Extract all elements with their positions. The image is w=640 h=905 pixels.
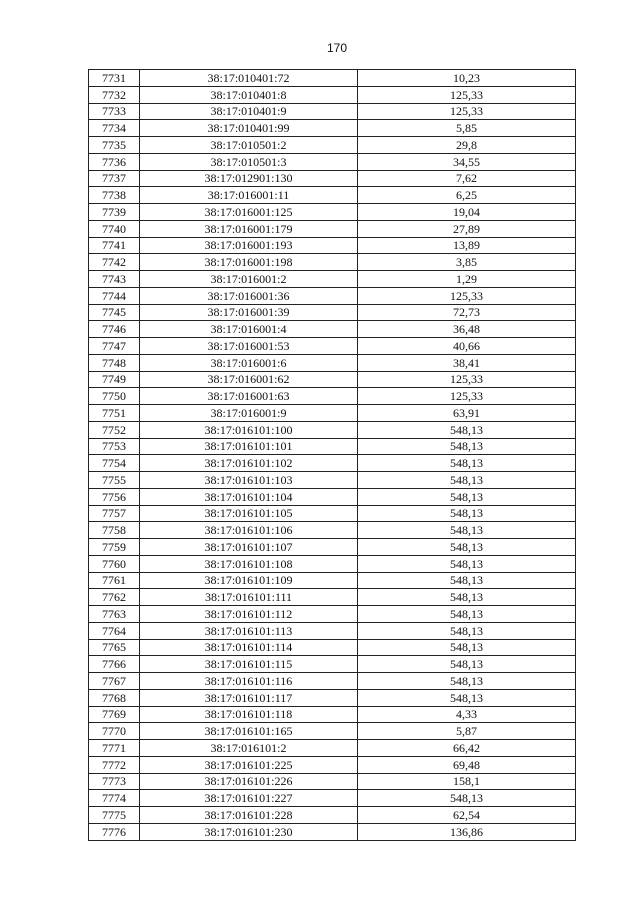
- value-cell: 548,13: [358, 488, 576, 505]
- cadastral-number-cell: 38:17:016101:111: [140, 589, 358, 606]
- row-number-cell: 7764: [89, 622, 140, 639]
- cadastral-number-cell: 38:17:012901:130: [140, 170, 358, 187]
- row-number-cell: 7757: [89, 505, 140, 522]
- table-row: [89, 204, 576, 221]
- row-number-cell: 7771: [89, 740, 140, 757]
- cadastral-number-cell: 38:17:016101:109: [140, 572, 358, 589]
- value-cell: 548,13: [358, 639, 576, 656]
- cadastral-number-cell: 38:17:016101:100: [140, 421, 358, 438]
- cadastral-number-cell: 38:17:016101:102: [140, 455, 358, 472]
- row-number-cell: 7770: [89, 723, 140, 740]
- value-cell: 7,62: [358, 170, 576, 187]
- table-row: [89, 237, 576, 254]
- value-cell: 62,54: [358, 807, 576, 824]
- row-number-cell: 7744: [89, 287, 140, 304]
- row-number-cell: 7749: [89, 371, 140, 388]
- row-number-cell: 7772: [89, 756, 140, 773]
- row-number-cell: 7753: [89, 438, 140, 455]
- cadastral-number-cell: 38:17:016001:4: [140, 321, 358, 338]
- row-number-cell: 7734: [89, 120, 140, 137]
- row-number-cell: 7766: [89, 656, 140, 673]
- value-cell: 548,13: [358, 472, 576, 489]
- row-number-cell: 7738: [89, 187, 140, 204]
- row-number-cell: 7747: [89, 338, 140, 355]
- row-number-cell: 7758: [89, 522, 140, 539]
- table-row: [89, 304, 576, 321]
- cadastral-number-cell: 38:17:016101:226: [140, 773, 358, 790]
- table-row: [89, 120, 576, 137]
- data-table: [88, 69, 576, 841]
- cadastral-number-cell: 38:17:016001:198: [140, 254, 358, 271]
- value-cell: 10,23: [358, 70, 576, 87]
- row-number-cell: 7761: [89, 572, 140, 589]
- cadastral-number-cell: 38:17:016101:108: [140, 555, 358, 572]
- value-cell: 72,73: [358, 304, 576, 321]
- table-row: [89, 539, 576, 556]
- value-cell: 548,13: [358, 622, 576, 639]
- table-row: [89, 405, 576, 422]
- cadastral-number-cell: 38:17:010401:8: [140, 86, 358, 103]
- row-number-cell: 7751: [89, 405, 140, 422]
- value-cell: 548,13: [358, 505, 576, 522]
- table-row: [89, 103, 576, 120]
- value-cell: 125,33: [358, 371, 576, 388]
- page-number: 170: [326, 41, 348, 55]
- row-number-cell: 7775: [89, 807, 140, 824]
- row-number-cell: 7739: [89, 204, 140, 221]
- row-number-cell: 7743: [89, 271, 140, 288]
- value-cell: 548,13: [358, 656, 576, 673]
- cadastral-number-cell: 38:17:016101:230: [140, 823, 358, 840]
- row-number-cell: 7737: [89, 170, 140, 187]
- value-cell: 548,13: [358, 589, 576, 606]
- row-number-cell: 7765: [89, 639, 140, 656]
- table-row: [89, 823, 576, 840]
- table-row: [89, 86, 576, 103]
- table-row: [89, 153, 576, 170]
- row-number-cell: 7762: [89, 589, 140, 606]
- table-row: [89, 790, 576, 807]
- cadastral-number-cell: 38:17:016001:125: [140, 204, 358, 221]
- value-cell: 66,42: [358, 740, 576, 757]
- cadastral-number-cell: 38:17:016101:2: [140, 740, 358, 757]
- value-cell: 548,13: [358, 689, 576, 706]
- table-row: [89, 455, 576, 472]
- value-cell: 548,13: [358, 606, 576, 623]
- row-number-cell: 7740: [89, 220, 140, 237]
- table-row: [89, 388, 576, 405]
- row-number-cell: 7752: [89, 421, 140, 438]
- row-number-cell: 7768: [89, 689, 140, 706]
- cadastral-number-cell: 38:17:016001:11: [140, 187, 358, 204]
- table-row: [89, 321, 576, 338]
- row-number-cell: 7767: [89, 673, 140, 690]
- table-row: [89, 589, 576, 606]
- cadastral-number-cell: 38:17:016101:225: [140, 756, 358, 773]
- cadastral-number-cell: 38:17:016001:9: [140, 405, 358, 422]
- value-cell: 548,13: [358, 572, 576, 589]
- cadastral-number-cell: 38:17:010501:2: [140, 137, 358, 154]
- table-row: [89, 488, 576, 505]
- row-number-cell: 7741: [89, 237, 140, 254]
- row-number-cell: 7776: [89, 823, 140, 840]
- row-number-cell: 7754: [89, 455, 140, 472]
- cadastral-number-cell: 38:17:016101:114: [140, 639, 358, 656]
- cadastral-number-cell: 38:17:016101:118: [140, 706, 358, 723]
- cadastral-number-cell: 38:17:016001:39: [140, 304, 358, 321]
- value-cell: 548,13: [358, 555, 576, 572]
- cadastral-number-cell: 38:17:016001:53: [140, 338, 358, 355]
- table-row: [89, 170, 576, 187]
- row-number-cell: 7742: [89, 254, 140, 271]
- table-row: [89, 254, 576, 271]
- cadastral-number-cell: 38:17:016101:106: [140, 522, 358, 539]
- cadastral-number-cell: 38:17:016101:107: [140, 539, 358, 556]
- table-row: [89, 773, 576, 790]
- value-cell: 548,13: [358, 539, 576, 556]
- cadastral-number-cell: 38:17:016101:104: [140, 488, 358, 505]
- row-number-cell: 7773: [89, 773, 140, 790]
- cadastral-number-cell: 38:17:016101:227: [140, 790, 358, 807]
- row-number-cell: 7774: [89, 790, 140, 807]
- value-cell: 29,8: [358, 137, 576, 154]
- row-number-cell: 7732: [89, 86, 140, 103]
- row-number-cell: 7745: [89, 304, 140, 321]
- value-cell: 3,85: [358, 254, 576, 271]
- cadastral-number-cell: 38:17:016101:228: [140, 807, 358, 824]
- row-number-cell: 7750: [89, 388, 140, 405]
- row-number-cell: 7760: [89, 555, 140, 572]
- row-number-cell: 7748: [89, 354, 140, 371]
- table-row: [89, 706, 576, 723]
- value-cell: 1,29: [358, 271, 576, 288]
- value-cell: 158,1: [358, 773, 576, 790]
- table-row: [89, 689, 576, 706]
- value-cell: 4,33: [358, 706, 576, 723]
- value-cell: 548,13: [358, 673, 576, 690]
- value-cell: 548,13: [358, 438, 576, 455]
- table-row: [89, 438, 576, 455]
- cadastral-number-cell: 38:17:016101:115: [140, 656, 358, 673]
- value-cell: 125,33: [358, 287, 576, 304]
- value-cell: 36,48: [358, 321, 576, 338]
- value-cell: 34,55: [358, 153, 576, 170]
- table-row: [89, 572, 576, 589]
- table-row: [89, 137, 576, 154]
- row-number-cell: 7733: [89, 103, 140, 120]
- value-cell: 548,13: [358, 522, 576, 539]
- cadastral-number-cell: 38:17:016001:62: [140, 371, 358, 388]
- table-row: [89, 723, 576, 740]
- row-number-cell: 7763: [89, 606, 140, 623]
- row-number-cell: 7731: [89, 70, 140, 87]
- table-row: [89, 606, 576, 623]
- value-cell: 548,13: [358, 790, 576, 807]
- table-row: [89, 622, 576, 639]
- cadastral-number-cell: 38:17:016101:116: [140, 673, 358, 690]
- value-cell: 13,89: [358, 237, 576, 254]
- value-cell: 125,33: [358, 388, 576, 405]
- value-cell: 38,41: [358, 354, 576, 371]
- cadastral-number-cell: 38:17:016001:193: [140, 237, 358, 254]
- value-cell: 6,25: [358, 187, 576, 204]
- row-number-cell: 7736: [89, 153, 140, 170]
- cadastral-number-cell: 38:17:010401:9: [140, 103, 358, 120]
- value-cell: 69,48: [358, 756, 576, 773]
- cadastral-number-cell: 38:17:016001:2: [140, 271, 358, 288]
- row-number-cell: 7746: [89, 321, 140, 338]
- table-row: [89, 522, 576, 539]
- table-row: [89, 555, 576, 572]
- cadastral-number-cell: 38:17:016001:179: [140, 220, 358, 237]
- table-body: [89, 70, 576, 841]
- cadastral-number-cell: 38:17:016101:117: [140, 689, 358, 706]
- row-number-cell: 7769: [89, 706, 140, 723]
- cadastral-number-cell: 38:17:016101:105: [140, 505, 358, 522]
- cadastral-number-cell: 38:17:016101:113: [140, 622, 358, 639]
- cadastral-number-cell: 38:17:016101:165: [140, 723, 358, 740]
- table-row: [89, 656, 576, 673]
- value-cell: 125,33: [358, 103, 576, 120]
- value-cell: 5,87: [358, 723, 576, 740]
- table-row: [89, 505, 576, 522]
- table-row: [89, 338, 576, 355]
- value-cell: 548,13: [358, 421, 576, 438]
- table-row: [89, 807, 576, 824]
- cadastral-number-cell: 38:17:010501:3: [140, 153, 358, 170]
- table-row: [89, 740, 576, 757]
- row-number-cell: 7735: [89, 137, 140, 154]
- row-number-cell: 7755: [89, 472, 140, 489]
- table-row: [89, 756, 576, 773]
- row-number-cell: 7756: [89, 488, 140, 505]
- cadastral-number-cell: 38:17:016001:6: [140, 354, 358, 371]
- table-row: [89, 472, 576, 489]
- value-cell: 40,66: [358, 338, 576, 355]
- value-cell: 136,86: [358, 823, 576, 840]
- cadastral-number-cell: 38:17:010401:72: [140, 70, 358, 87]
- table-row: [89, 271, 576, 288]
- value-cell: 548,13: [358, 455, 576, 472]
- cadastral-number-cell: 38:17:016001:36: [140, 287, 358, 304]
- table-row: [89, 70, 576, 87]
- table-row: [89, 220, 576, 237]
- cadastral-number-cell: 38:17:016101:101: [140, 438, 358, 455]
- table-row: [89, 371, 576, 388]
- table-row: [89, 187, 576, 204]
- table-row: [89, 421, 576, 438]
- table-row: [89, 673, 576, 690]
- value-cell: 19,04: [358, 204, 576, 221]
- row-number-cell: 7759: [89, 539, 140, 556]
- value-cell: 5,85: [358, 120, 576, 137]
- cadastral-number-cell: 38:17:016001:63: [140, 388, 358, 405]
- value-cell: 125,33: [358, 86, 576, 103]
- cadastral-number-cell: 38:17:016101:112: [140, 606, 358, 623]
- table-row: [89, 287, 576, 304]
- table-row: [89, 354, 576, 371]
- table-row: [89, 639, 576, 656]
- value-cell: 63,91: [358, 405, 576, 422]
- cadastral-number-cell: 38:17:010401:99: [140, 120, 358, 137]
- value-cell: 27,89: [358, 220, 576, 237]
- cadastral-number-cell: 38:17:016101:103: [140, 472, 358, 489]
